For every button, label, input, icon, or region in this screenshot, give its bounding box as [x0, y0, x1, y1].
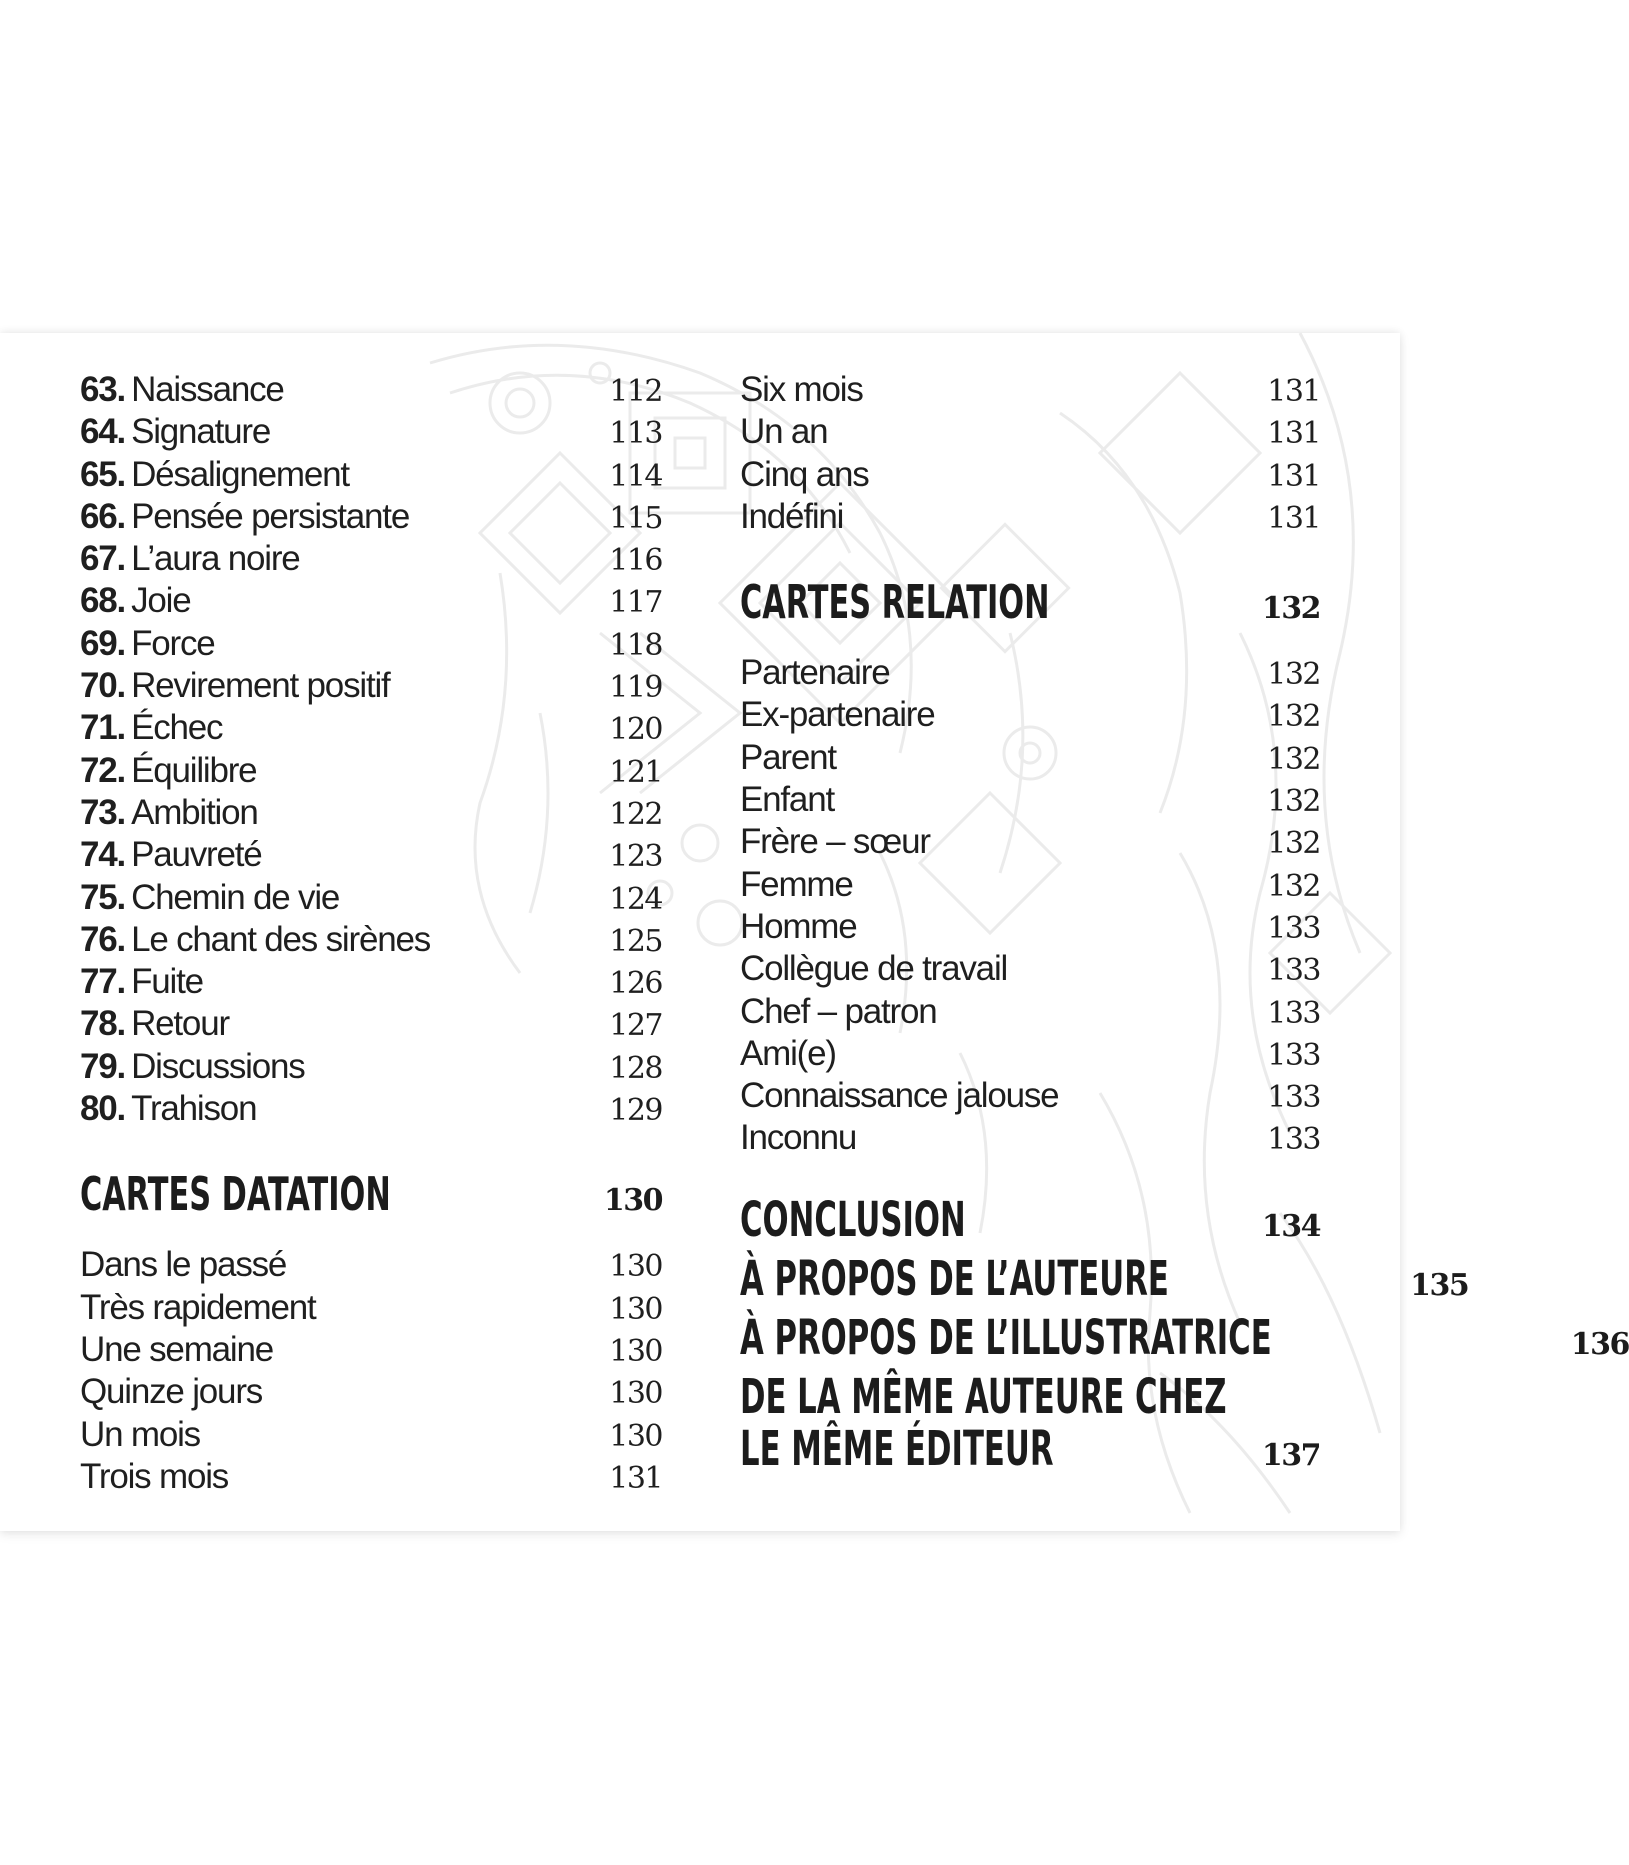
- entry-title: Un mois: [80, 1414, 200, 1454]
- entry-title: Retour: [131, 1004, 229, 1044]
- section-heading-text: LE MÊME ÉDITEUR: [740, 1420, 1054, 1477]
- entry-number: 71.: [80, 708, 126, 748]
- entry-number: 70.: [80, 666, 126, 706]
- entry-title: Inconnu: [740, 1118, 857, 1158]
- entry-number: 73.: [80, 792, 126, 832]
- section-heading-text: DE LA MÊME AUTEURE CHEZ: [740, 1368, 1227, 1425]
- section-heading-text: CARTES RELATION: [740, 575, 1050, 630]
- toc-left-column: [80, 369, 662, 1498]
- entry-page-number: 123: [609, 839, 662, 875]
- entry-page-number: 131: [1267, 458, 1320, 494]
- entry-page-number: 133: [1267, 995, 1320, 1031]
- toc-entry[interactable]: [740, 906, 1320, 948]
- toc-entry[interactable]: [80, 792, 662, 834]
- entry-page-number: 114: [609, 458, 662, 494]
- entry-number: 80.: [80, 1089, 126, 1129]
- entry-title: Collègue de travail: [740, 949, 1008, 989]
- toc-entry[interactable]: [80, 411, 662, 453]
- entry-title: Signature: [131, 412, 271, 452]
- entry-page-number: 119: [609, 670, 662, 706]
- entry-page-number: 120: [609, 712, 662, 748]
- entry-page-number: 133: [1267, 953, 1320, 989]
- entry-page-number: 124: [609, 881, 662, 917]
- entry-number: 64.: [80, 412, 126, 452]
- toc-entry[interactable]: [80, 750, 662, 792]
- entry-title: Partenaire: [740, 653, 890, 693]
- entry-page-number: 131: [1267, 500, 1320, 536]
- entry-page-number: 112: [609, 374, 662, 409]
- toc-entry[interactable]: [80, 538, 662, 580]
- section-page-number: 134: [1261, 1208, 1320, 1244]
- entry-page-number: 126: [609, 966, 662, 1002]
- entry-title: Ex-partenaire: [740, 695, 935, 735]
- toc-entry[interactable]: [740, 1033, 1320, 1075]
- toc-entry[interactable]: [80, 1456, 662, 1498]
- toc-entry[interactable]: [740, 1075, 1320, 1117]
- toc-entry[interactable]: [80, 369, 662, 411]
- entry-page-number: 133: [1267, 1037, 1320, 1073]
- entry-page-number: 115: [609, 500, 662, 536]
- toc-entry[interactable]: [80, 834, 662, 876]
- entry-title: Homme: [740, 906, 857, 946]
- toc-entry[interactable]: [740, 411, 1320, 453]
- toc-entry[interactable]: [80, 1371, 662, 1413]
- entry-title: Parent: [740, 737, 836, 777]
- toc-entry[interactable]: [80, 623, 662, 665]
- entry-page-number: 130: [609, 1291, 662, 1327]
- toc-entry[interactable]: [740, 652, 1320, 694]
- entry-title: Femme: [740, 864, 853, 904]
- entry-title: Revirement positif: [131, 666, 390, 706]
- entry-title: L’aura noire: [131, 539, 300, 579]
- entry-number: 72.: [80, 750, 126, 790]
- entry-number: 67.: [80, 539, 126, 579]
- entry-number: 74.: [80, 835, 126, 875]
- section-heading-datation[interactable]: [80, 1158, 662, 1230]
- toc-right-column: [740, 369, 1629, 1482]
- toc-entry[interactable]: [80, 580, 662, 622]
- section-heading-relation[interactable]: [740, 566, 1320, 638]
- entry-title: Quinze jours: [80, 1372, 263, 1412]
- entry-title: Ami(e): [740, 1033, 836, 1073]
- toc-entry[interactable]: [80, 707, 662, 749]
- section-heading-text: À PROPOS DE L’ILLUSTRATRICE: [740, 1309, 1272, 1366]
- entry-page-number: 127: [609, 1008, 662, 1044]
- datation-card-list-continued: [740, 369, 1320, 538]
- toc-entry[interactable]: [80, 961, 662, 1003]
- toc-entry[interactable]: [80, 877, 662, 919]
- section-heading-about-illustrator[interactable]: [740, 1309, 1629, 1371]
- section-heading-conclusion[interactable]: [740, 1191, 1320, 1253]
- entry-number: 75.: [80, 877, 126, 917]
- toc-entry[interactable]: [740, 821, 1320, 863]
- toc-entry[interactable]: [80, 1088, 662, 1130]
- entry-page-number: 132: [1267, 699, 1320, 735]
- entry-title: Désalignement: [131, 454, 349, 494]
- entry-page-number: 132: [1267, 784, 1320, 820]
- entry-title: Joie: [131, 581, 191, 621]
- toc-entry[interactable]: [80, 1003, 662, 1045]
- entry-title: Connaissance jalouse: [740, 1076, 1059, 1116]
- entry-page-number: 131: [609, 1460, 662, 1496]
- toc-entry[interactable]: [740, 1117, 1320, 1159]
- section-page-number: 130: [603, 1183, 662, 1219]
- toc-entry[interactable]: [740, 496, 1320, 538]
- relation-card-list: [740, 652, 1320, 1160]
- section-heading-text: À PROPOS DE L’AUTEURE: [740, 1250, 1169, 1307]
- entry-title: Discussions: [131, 1046, 305, 1086]
- section-page-number: 137: [1261, 1437, 1320, 1473]
- entry-page-number: 132: [1267, 868, 1320, 904]
- toc-entry[interactable]: [80, 665, 662, 707]
- entry-page-number: 133: [1267, 1122, 1320, 1158]
- section-heading-text: CONCLUSION: [740, 1191, 966, 1248]
- toc-entry[interactable]: [80, 1287, 662, 1329]
- entry-number: 66.: [80, 496, 126, 536]
- entry-title: Très rapidement: [80, 1287, 316, 1327]
- entry-title: Chemin de vie: [131, 877, 340, 917]
- entry-page-number: 131: [1267, 374, 1320, 409]
- entry-page-number: 113: [609, 416, 662, 452]
- entry-title: Indéfini: [740, 496, 844, 536]
- section-page-number: 135: [1410, 1267, 1469, 1303]
- toc-entry[interactable]: [740, 991, 1320, 1033]
- entry-title: Équilibre: [131, 750, 257, 790]
- entry-number: 69.: [80, 623, 126, 663]
- entry-title: Trois mois: [80, 1456, 229, 1496]
- entry-page-number: 131: [1267, 416, 1320, 452]
- section-heading-about-author[interactable]: [740, 1250, 1469, 1312]
- entry-number: 63.: [80, 370, 126, 409]
- entry-page-number: 117: [609, 585, 662, 621]
- entry-title: Force: [131, 623, 215, 663]
- toc-entry[interactable]: [80, 454, 662, 496]
- entry-number: 65.: [80, 454, 126, 494]
- section-heading-same-author-line2[interactable]: [740, 1420, 1320, 1482]
- entry-title: Un an: [740, 412, 828, 452]
- entry-title: Le chant des sirènes: [131, 919, 431, 959]
- entry-title: Dans le passé: [80, 1245, 287, 1285]
- section-heading-text: CARTES DATATION: [80, 1167, 391, 1222]
- entry-number: 78.: [80, 1004, 126, 1044]
- entry-page-number: 121: [609, 754, 662, 790]
- toc-entry[interactable]: [80, 1046, 662, 1088]
- entry-title: Chef – patron: [740, 991, 937, 1031]
- section-page-number: 136: [1570, 1326, 1629, 1362]
- entry-page-number: 130: [609, 1376, 662, 1412]
- entry-page-number: 132: [1267, 657, 1320, 693]
- toc-entry[interactable]: [740, 737, 1320, 779]
- entry-title: Ambition: [131, 792, 258, 832]
- table-of-contents-page: [0, 333, 1629, 1531]
- entry-title: Cinq ans: [740, 454, 869, 494]
- toc-entry[interactable]: [740, 369, 1320, 411]
- numbered-card-list: [80, 369, 662, 1130]
- toc-entry[interactable]: [80, 919, 662, 961]
- entry-page-number: 122: [609, 796, 662, 832]
- entry-title: Échec: [131, 708, 223, 748]
- entry-page-number: 132: [1267, 826, 1320, 862]
- toc-entry[interactable]: [740, 864, 1320, 906]
- toc-entry[interactable]: [80, 1414, 662, 1456]
- entry-number: 76.: [80, 919, 126, 959]
- toc-entry[interactable]: [740, 779, 1320, 821]
- entry-title: Pauvreté: [131, 835, 262, 875]
- entry-title: Pensée persistante: [131, 496, 410, 536]
- entry-page-number: 130: [609, 1249, 662, 1285]
- datation-card-list: [80, 1244, 662, 1498]
- toc-entry[interactable]: [80, 496, 662, 538]
- entry-title: Six mois: [740, 370, 863, 409]
- section-heading-same-author[interactable]: [740, 1368, 1320, 1425]
- section-page-number: 132: [1261, 591, 1320, 627]
- entry-page-number: 133: [1267, 1080, 1320, 1116]
- entry-title: Trahison: [131, 1089, 257, 1129]
- toc-entry[interactable]: [80, 1329, 662, 1371]
- toc-entry[interactable]: [740, 454, 1320, 496]
- entry-page-number: 130: [609, 1333, 662, 1369]
- entry-title: Enfant: [740, 780, 834, 820]
- entry-page-number: 132: [1267, 741, 1320, 777]
- entry-page-number: 125: [609, 923, 662, 959]
- toc-entry[interactable]: [740, 948, 1320, 990]
- entry-page-number: 128: [609, 1050, 662, 1086]
- entry-number: 79.: [80, 1046, 126, 1086]
- entry-title: Frère – sœur: [740, 822, 930, 862]
- toc-entry[interactable]: [740, 694, 1320, 736]
- entry-page-number: 129: [609, 1093, 662, 1129]
- entry-number: 77.: [80, 962, 126, 1002]
- entry-title: Fuite: [131, 962, 203, 1002]
- entry-title: Une semaine: [80, 1329, 274, 1369]
- entry-page-number: 130: [609, 1418, 662, 1454]
- toc-entry[interactable]: [80, 1244, 662, 1286]
- end-sections: [740, 1191, 1629, 1482]
- entry-number: 68.: [80, 581, 126, 621]
- entry-page-number: 133: [1267, 910, 1320, 946]
- entry-title: Naissance: [131, 370, 284, 409]
- entry-page-number: 118: [609, 627, 662, 663]
- entry-page-number: 116: [609, 543, 662, 579]
